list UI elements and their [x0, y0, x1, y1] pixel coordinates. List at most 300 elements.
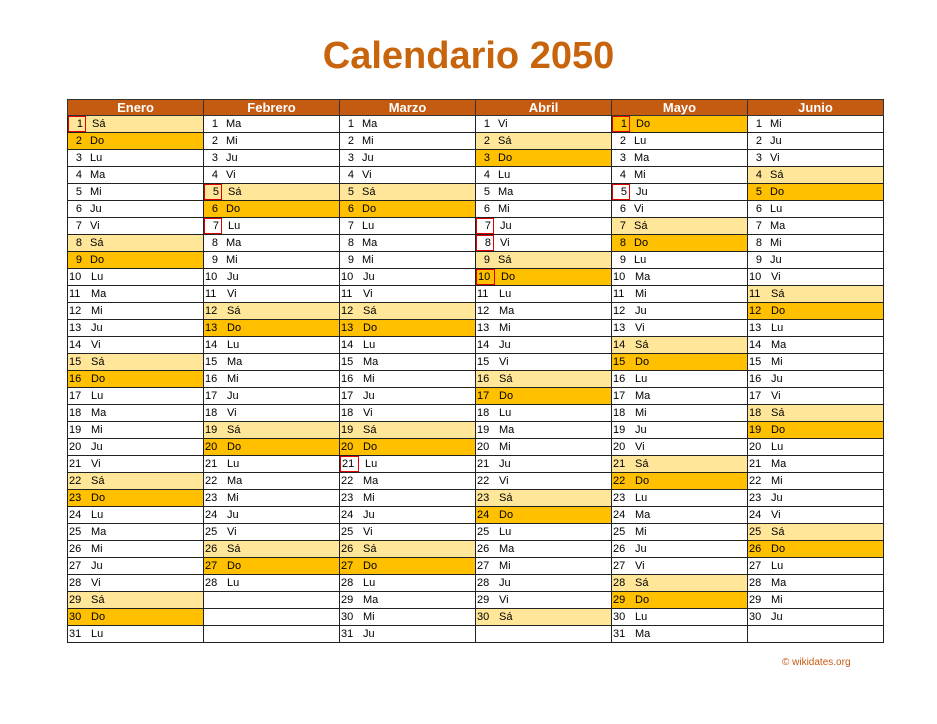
- day-number: 18: [749, 407, 762, 419]
- weekday-label: Do: [770, 186, 785, 198]
- day-cell: [612, 439, 748, 456]
- weekday-label: Ma: [499, 543, 515, 555]
- day-number: 15: [205, 356, 218, 368]
- weekday-label: Ma: [771, 458, 787, 470]
- day-cell: [612, 337, 748, 354]
- month-header-2: Febrero: [204, 100, 340, 116]
- weekday-label: Do: [498, 152, 513, 164]
- day-row: [68, 184, 884, 201]
- weekday-label: Mi: [363, 373, 375, 385]
- day-number: 20: [749, 441, 762, 453]
- day-number: 26: [613, 543, 626, 555]
- day-cell: [340, 609, 476, 626]
- day-cell: [68, 269, 204, 286]
- day-number: 29: [477, 594, 490, 606]
- day-row: [68, 133, 884, 150]
- day-number: 7: [619, 220, 626, 232]
- day-cell: [340, 286, 476, 303]
- weekday-label: Ma: [498, 186, 514, 198]
- weekday-label: Mi: [771, 475, 783, 487]
- weekday-label: Vi: [91, 577, 101, 589]
- weekday-label: Mi: [499, 560, 511, 572]
- weekday-label: Mi: [635, 407, 647, 419]
- day-cell: [748, 116, 884, 133]
- weekday-label: Do: [501, 271, 516, 283]
- day-cell: [68, 575, 204, 592]
- weekday-label: Sá: [92, 118, 106, 130]
- day-cell: [340, 252, 476, 269]
- day-number: 6: [483, 203, 490, 215]
- day-cell: [340, 184, 476, 201]
- day-number: 21: [749, 458, 762, 470]
- day-cell: [68, 541, 204, 558]
- weekday-label: Vi: [363, 526, 373, 538]
- day-cell: [340, 456, 476, 473]
- day-cell: [476, 286, 612, 303]
- weekday-label: Sá: [770, 169, 784, 181]
- weekday-label: Ma: [634, 152, 650, 164]
- weekday-label: Lu: [771, 441, 784, 453]
- day-number: 7: [75, 220, 82, 232]
- day-number: 8: [347, 237, 354, 249]
- day-cell: [612, 354, 748, 371]
- day-cell: [340, 558, 476, 575]
- day-number: 11: [205, 288, 217, 300]
- weekday-label: Vi: [634, 203, 644, 215]
- day-cell: [748, 405, 884, 422]
- day-cell: [476, 473, 612, 490]
- day-number: 5: [755, 186, 762, 198]
- weekday-label: Ma: [635, 628, 651, 640]
- day-cell: [612, 388, 748, 405]
- day-cell: [204, 575, 340, 592]
- day-number: 25: [69, 526, 82, 538]
- weekday-label: Sá: [91, 475, 105, 487]
- weekday-label: Lu: [227, 458, 240, 470]
- day-number: 26: [749, 543, 762, 555]
- weekday-label: Lu: [365, 458, 378, 470]
- weekday-label: Ma: [226, 118, 242, 130]
- day-number: 20: [477, 441, 490, 453]
- day-number: 19: [205, 424, 218, 436]
- weekday-label: Ju: [226, 152, 238, 164]
- weekday-label: Sá: [363, 305, 377, 317]
- day-cell: [612, 405, 748, 422]
- day-cell: [204, 320, 340, 337]
- weekday-label: Vi: [635, 560, 645, 572]
- day-number: 10: [205, 271, 218, 283]
- day-number: 8: [211, 237, 218, 249]
- day-number: 15: [69, 356, 82, 368]
- day-number: 13: [477, 322, 490, 334]
- day-cell: [612, 507, 748, 524]
- weekday-label: Vi: [363, 288, 373, 300]
- weekday-label: Ma: [499, 305, 515, 317]
- day-cell: [476, 303, 612, 320]
- weekday-label: Sá: [635, 458, 649, 470]
- day-number: 18: [613, 407, 626, 419]
- weekday-label: Sá: [90, 237, 104, 249]
- weekday-label: Do: [91, 492, 106, 504]
- day-number: 29: [613, 594, 626, 606]
- weekday-label: Mi: [498, 203, 510, 215]
- day-number: 30: [341, 611, 354, 623]
- day-cell: [476, 575, 612, 592]
- day-cell: [68, 201, 204, 218]
- day-number: 15: [749, 356, 762, 368]
- day-number: 12: [205, 305, 218, 317]
- day-row: [68, 456, 884, 473]
- day-number: 25: [749, 526, 762, 538]
- weekday-label: Sá: [634, 220, 648, 232]
- day-cell: [748, 218, 884, 235]
- day-cell: [748, 490, 884, 507]
- weekday-label: Mi: [771, 356, 783, 368]
- weekday-label: Ju: [770, 254, 782, 266]
- day-number: 24: [613, 509, 626, 521]
- day-row: [68, 575, 884, 592]
- day-cell: [748, 507, 884, 524]
- weekday-label: Vi: [226, 169, 236, 181]
- day-number: 25: [477, 526, 490, 538]
- day-cell: [476, 524, 612, 541]
- day-number: 11: [749, 288, 761, 300]
- day-number: 28: [205, 577, 218, 589]
- day-cell: [204, 133, 340, 150]
- weekday-label: Lu: [227, 577, 240, 589]
- day-cell: [204, 150, 340, 167]
- weekday-label: Ma: [499, 424, 515, 436]
- day-cell: [68, 371, 204, 388]
- weekday-label: Vi: [362, 169, 372, 181]
- day-cell: [340, 303, 476, 320]
- day-cell: [68, 456, 204, 473]
- day-cell: [68, 626, 204, 643]
- day-cell: [612, 150, 748, 167]
- day-number: 5: [204, 184, 222, 200]
- day-cell: [340, 524, 476, 541]
- day-number: 17: [613, 390, 626, 402]
- day-number: 4: [483, 169, 490, 181]
- day-cell: [748, 320, 884, 337]
- day-cell: [748, 592, 884, 609]
- day-number: 23: [205, 492, 218, 504]
- day-cell: [612, 184, 748, 201]
- weekday-label: Sá: [363, 543, 377, 555]
- footer-credit: © wikidates.org: [782, 657, 851, 668]
- day-cell: [68, 490, 204, 507]
- weekday-label: Ju: [771, 492, 783, 504]
- month-header-3: Marzo: [340, 100, 476, 116]
- weekday-label: Do: [227, 322, 242, 334]
- day-cell: [748, 541, 884, 558]
- day-cell: [612, 218, 748, 235]
- day-cell: [340, 116, 476, 133]
- weekday-label: Vi: [771, 390, 781, 402]
- weekday-label: Sá: [499, 611, 513, 623]
- weekday-label: Vi: [499, 475, 509, 487]
- day-cell: [68, 524, 204, 541]
- weekday-label: Ma: [635, 390, 651, 402]
- day-number: 28: [477, 577, 490, 589]
- day-cell: [748, 422, 884, 439]
- day-number: 24: [749, 509, 762, 521]
- day-cell: [68, 218, 204, 235]
- day-number: 29: [749, 594, 762, 606]
- day-cell: [68, 303, 204, 320]
- day-cell: [476, 558, 612, 575]
- day-number: 9: [75, 254, 82, 266]
- day-cell: [340, 405, 476, 422]
- day-number: 25: [613, 526, 626, 538]
- weekday-label: Vi: [363, 407, 373, 419]
- day-number: 22: [477, 475, 490, 487]
- day-number: 31: [341, 628, 354, 640]
- month-header-row: [68, 100, 884, 116]
- weekday-label: Ma: [363, 594, 379, 606]
- day-cell: [204, 473, 340, 490]
- weekday-label: Ju: [91, 441, 103, 453]
- day-cell: [340, 388, 476, 405]
- weekday-label: Vi: [91, 458, 101, 470]
- weekday-label: Lu: [499, 526, 512, 538]
- day-number: 5: [75, 186, 82, 198]
- day-number: 9: [483, 254, 490, 266]
- day-cell: [68, 150, 204, 167]
- weekday-label: Ju: [227, 509, 239, 521]
- weekday-label: Lu: [634, 254, 647, 266]
- day-cell: [204, 201, 340, 218]
- empty-cell: [204, 626, 340, 643]
- day-number: 16: [69, 373, 82, 385]
- day-cell: [340, 269, 476, 286]
- day-number: 26: [205, 543, 218, 555]
- day-number: 30: [477, 611, 490, 623]
- day-number: 16: [477, 373, 490, 385]
- day-cell: [68, 507, 204, 524]
- day-cell: [204, 252, 340, 269]
- day-cell: [748, 167, 884, 184]
- day-cell: [204, 490, 340, 507]
- day-cell: [748, 201, 884, 218]
- day-number: 12: [477, 305, 490, 317]
- weekday-label: Ju: [499, 458, 511, 470]
- day-cell: [68, 133, 204, 150]
- weekday-label: Lu: [634, 135, 647, 147]
- day-cell: [612, 320, 748, 337]
- weekday-label: Ju: [363, 628, 375, 640]
- day-number: 7: [755, 220, 762, 232]
- day-number: 20: [69, 441, 82, 453]
- day-row: [68, 405, 884, 422]
- day-number: 12: [341, 305, 354, 317]
- day-number: 14: [749, 339, 762, 351]
- day-number: 15: [477, 356, 490, 368]
- weekday-label: Mi: [227, 492, 239, 504]
- weekday-label: Sá: [227, 424, 241, 436]
- day-number: 12: [613, 305, 626, 317]
- day-row: [68, 422, 884, 439]
- day-number: 31: [613, 628, 626, 640]
- day-number: 27: [749, 560, 762, 572]
- weekday-label: Lu: [498, 169, 511, 181]
- weekday-label: Ju: [635, 543, 647, 555]
- day-number: 23: [69, 492, 82, 504]
- day-number: 12: [749, 305, 762, 317]
- day-cell: [612, 524, 748, 541]
- day-number: 14: [477, 339, 490, 351]
- day-cell: [476, 269, 612, 286]
- weekday-label: Vi: [227, 526, 237, 538]
- day-number: 3: [755, 152, 762, 164]
- weekday-label: Vi: [227, 288, 237, 300]
- weekday-label: Ju: [91, 322, 103, 334]
- day-number: 23: [341, 492, 354, 504]
- day-number: 4: [211, 169, 218, 181]
- day-cell: [204, 456, 340, 473]
- day-cell: [748, 354, 884, 371]
- day-number: 2: [755, 135, 762, 147]
- day-cell: [748, 524, 884, 541]
- day-cell: [748, 252, 884, 269]
- day-cell: [204, 388, 340, 405]
- day-cell: [68, 422, 204, 439]
- day-number: 9: [211, 254, 218, 266]
- day-cell: [748, 609, 884, 626]
- weekday-label: Lu: [499, 288, 512, 300]
- weekday-label: Sá: [498, 135, 512, 147]
- day-row: [68, 303, 884, 320]
- weekday-label: Do: [91, 373, 106, 385]
- day-cell: [612, 371, 748, 388]
- day-row: [68, 371, 884, 388]
- day-cell: [68, 167, 204, 184]
- weekday-label: Lu: [635, 373, 648, 385]
- day-number: 1: [755, 118, 762, 130]
- day-cell: [476, 507, 612, 524]
- day-row: [68, 218, 884, 235]
- weekday-label: Lu: [635, 492, 648, 504]
- day-number: 10: [476, 269, 495, 285]
- day-number: 26: [477, 543, 490, 555]
- day-number: 3: [483, 152, 490, 164]
- day-number: 5: [347, 186, 354, 198]
- weekday-label: Vi: [771, 509, 781, 521]
- day-number: 27: [69, 560, 82, 572]
- day-cell: [748, 575, 884, 592]
- weekday-label: Mi: [91, 424, 103, 436]
- day-cell: [476, 218, 612, 235]
- day-number: 13: [205, 322, 218, 334]
- day-number: 11: [341, 288, 353, 300]
- day-number: 1: [612, 116, 630, 132]
- weekday-label: Sá: [499, 373, 513, 385]
- weekday-label: Mi: [499, 322, 511, 334]
- day-number: 5: [612, 184, 630, 200]
- weekday-label: Ma: [227, 356, 243, 368]
- weekday-label: Sá: [498, 254, 512, 266]
- day-cell: [204, 116, 340, 133]
- day-row: [68, 388, 884, 405]
- day-cell: [612, 201, 748, 218]
- day-number: 28: [69, 577, 82, 589]
- day-cell: [748, 303, 884, 320]
- day-cell: [612, 422, 748, 439]
- weekday-label: Mi: [499, 441, 511, 453]
- day-cell: [476, 405, 612, 422]
- day-number: 22: [613, 475, 626, 487]
- day-number: 11: [69, 288, 81, 300]
- day-number: 18: [205, 407, 218, 419]
- day-cell: [612, 592, 748, 609]
- weekday-label: Do: [226, 203, 241, 215]
- weekday-label: Sá: [771, 407, 785, 419]
- weekday-label: Lu: [227, 339, 240, 351]
- day-number: 27: [477, 560, 490, 572]
- day-number: 28: [341, 577, 354, 589]
- day-number: 21: [613, 458, 626, 470]
- day-number: 16: [341, 373, 354, 385]
- day-number: 7: [347, 220, 354, 232]
- day-number: 7: [204, 218, 222, 234]
- day-number: 13: [749, 322, 762, 334]
- weekday-label: Ju: [770, 135, 782, 147]
- day-cell: [340, 133, 476, 150]
- weekday-label: Sá: [363, 424, 377, 436]
- day-cell: [476, 320, 612, 337]
- day-row: [68, 337, 884, 354]
- day-number: 22: [749, 475, 762, 487]
- day-number: 20: [205, 441, 218, 453]
- empty-cell: [204, 592, 340, 609]
- weekday-label: Vi: [499, 356, 509, 368]
- weekday-label: Lu: [91, 271, 104, 283]
- day-cell: [68, 320, 204, 337]
- weekday-label: Mi: [770, 237, 782, 249]
- weekday-label: Mi: [635, 526, 647, 538]
- weekday-label: Lu: [91, 509, 104, 521]
- day-cell: [204, 218, 340, 235]
- day-number: 17: [749, 390, 762, 402]
- weekday-label: Ma: [771, 339, 787, 351]
- day-cell: [612, 558, 748, 575]
- day-number: 27: [613, 560, 626, 572]
- day-number: 31: [69, 628, 82, 640]
- weekday-label: Vi: [498, 118, 508, 130]
- month-header-4: Abril: [476, 100, 612, 116]
- day-cell: [476, 456, 612, 473]
- empty-cell: [476, 626, 612, 643]
- day-cell: [204, 303, 340, 320]
- day-number: 6: [755, 203, 762, 215]
- day-cell: [612, 609, 748, 626]
- day-number: 15: [341, 356, 354, 368]
- day-cell: [476, 422, 612, 439]
- day-number: 5: [483, 186, 490, 198]
- day-cell: [340, 507, 476, 524]
- weekday-label: Vi: [90, 220, 100, 232]
- weekday-label: Ju: [771, 373, 783, 385]
- day-number: 17: [477, 390, 490, 402]
- weekday-label: Lu: [91, 628, 104, 640]
- day-number: 14: [613, 339, 626, 351]
- day-number: 18: [341, 407, 354, 419]
- empty-cell: [748, 626, 884, 643]
- day-number: 22: [69, 475, 82, 487]
- weekday-label: Mi: [90, 186, 102, 198]
- day-cell: [68, 184, 204, 201]
- day-cell: [204, 371, 340, 388]
